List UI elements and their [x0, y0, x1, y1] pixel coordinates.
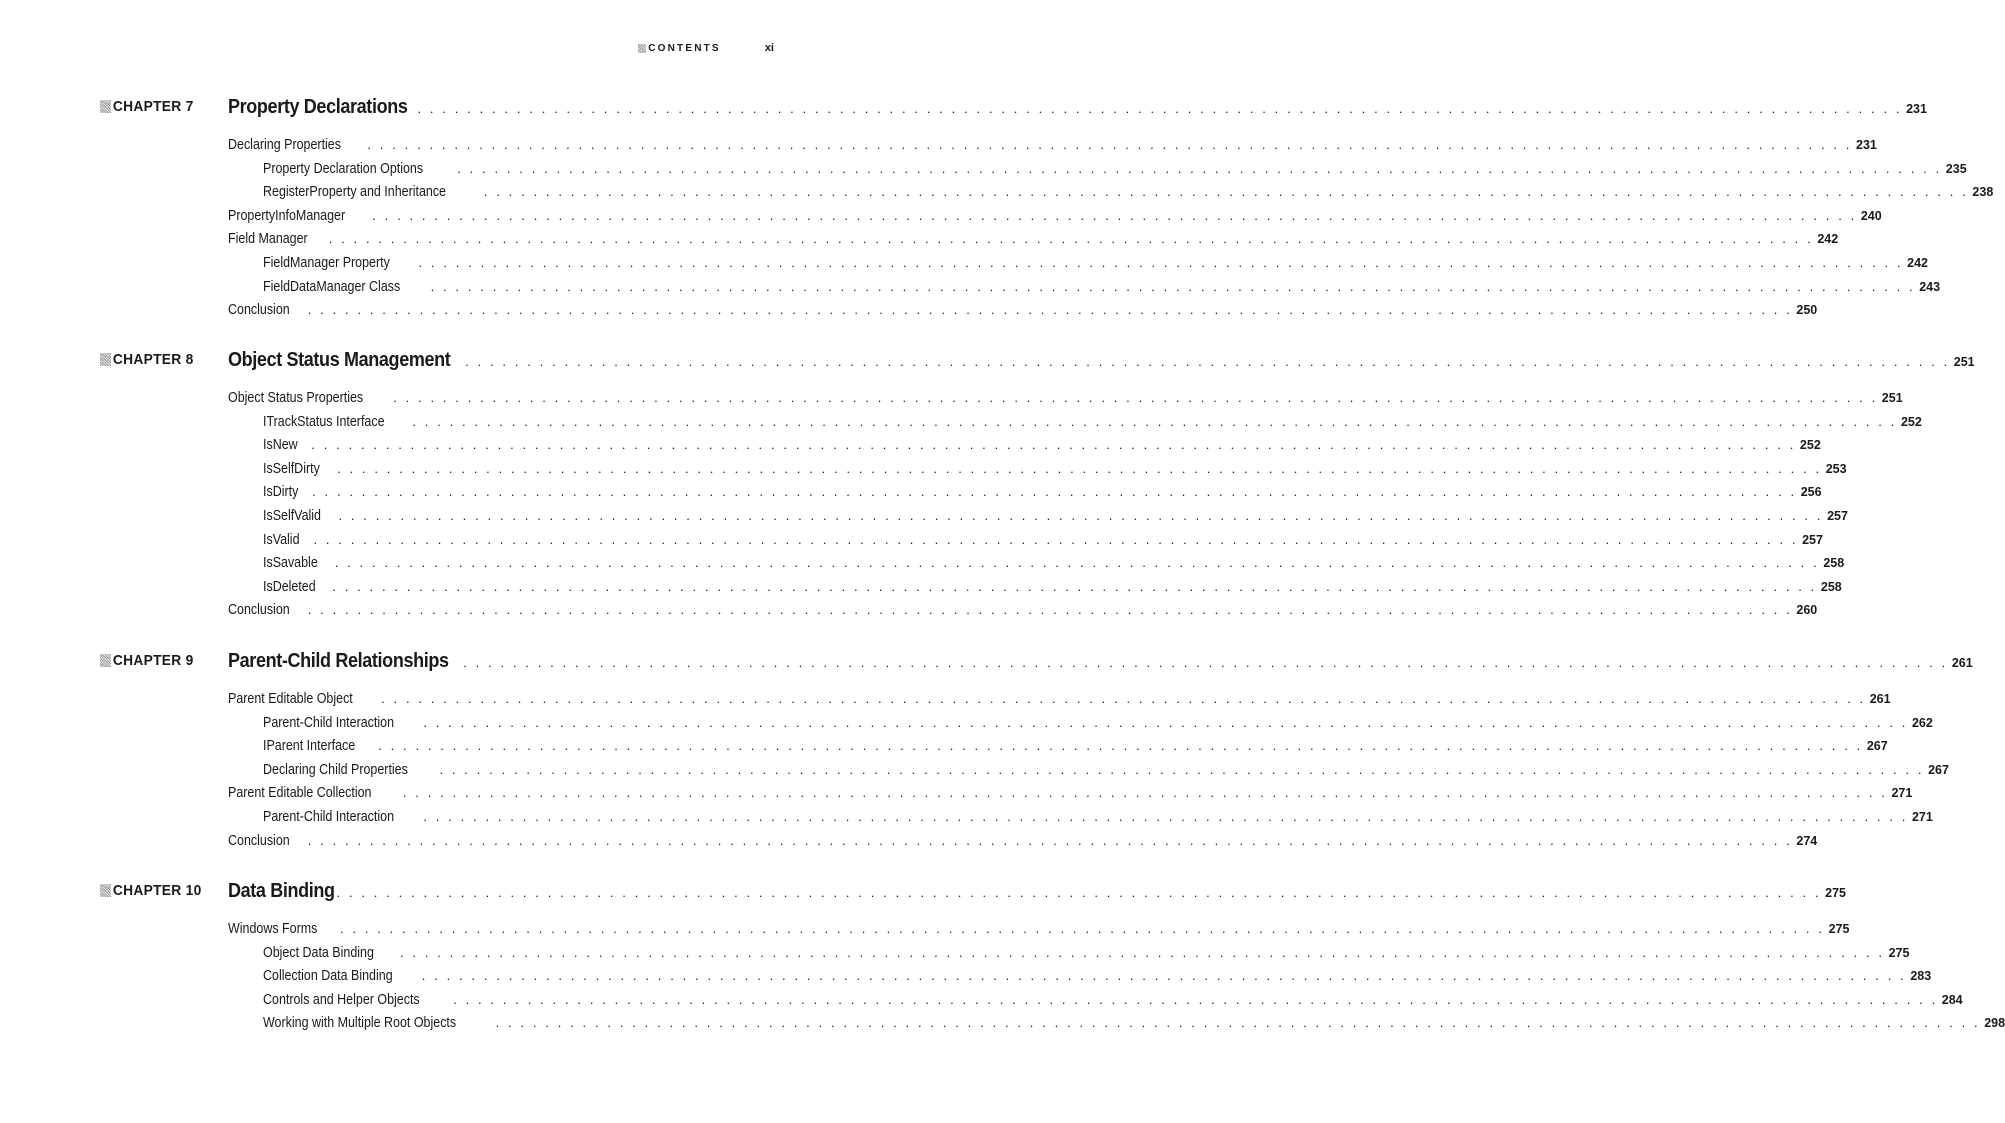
entry-page-number: 258 — [1823, 556, 1845, 571]
chapter-label-text: CHAPTER 9 — [112, 652, 194, 669]
chapter-entries — [228, 137, 1994, 326]
chapter-label-text: CHAPTER 10 — [112, 882, 202, 899]
dot-leader: . . . . . . . . . . . . . . . . . . . . . . . . . . . . . . . . . . . . . . . . . . . . . . . . . . . . . . . . . . . . . . . . . . . . . . . . . . . . . . . . . . . . . . . . . . . . . . . . . . . . . . . . . . . . . . . . . . . . . . . . — [338, 507, 1824, 523]
dot-leader: . . . . . . . . . . . . . . . . . . . . . . . . . . . . . . . . . . . . . . . . . . . . . . . . . . . . . . . . . . . . . . . . . . . . . . . . . . . . . . . . . . . . . . . . . . . . . . . . . . . . . . . . . . . . . . . . . . . . . . . . — [332, 578, 1817, 594]
chapter-page-number: 231 — [1906, 102, 1927, 116]
toc-section-entry[interactable] — [228, 302, 1818, 326]
dot-leader: . . . . . . . . . . . . . . . . . . . . . . . . . . . . . . . . . . . . . . . . . . . . . . . . . . . . . . . . . . . . . . . . . . . . . . . . . . . . . . . . . . . . . . . . . . . . . . . . . . . . . . . . . . . . . . . . . . . . . . . . — [312, 484, 1797, 500]
dot-leader: . . . . . . . . . . . . . . . . . . . . . . . . . . . . . . . . . . . . . . . . . . . . . . . . . . . . . . . . . . . . . . . . . . . . . . . . . . . . . . . . . . . . . . . . . . . . . . . . . . . . . . . . . . . . . . . . . . . . . . . . — [463, 655, 1948, 670]
toc-section-entry[interactable] — [228, 207, 1882, 232]
dot-leader: . . . . . . . . . . . . . . . . . . . . . . . . . . . . . . . . . . . . . . . . . . . . . . . . . . . . . . . . . . . . . . . . . . . . . . . . . . . . . . . . . . . . . . . . . . . . . . . . . . . . . . . . . . . . . . . . . . . . . . . . — [313, 531, 1799, 547]
square-ornament-icon — [100, 654, 111, 667]
entry-title: IsDeleted — [263, 578, 316, 595]
chapter-section — [100, 650, 1973, 856]
entry-page-number: 275 — [1828, 922, 1850, 936]
chapter-entries — [228, 390, 1922, 626]
entry-title: IsSelfValid — [263, 507, 321, 524]
toc-subsection-entry[interactable] — [228, 484, 1822, 508]
entry-title: RegisterProperty and Inheritance — [263, 184, 447, 201]
chapter-title-line — [228, 96, 1927, 119]
entry-page-number: 250 — [1796, 303, 1818, 318]
entry-page-number: 260 — [1796, 603, 1818, 618]
chapter-heading[interactable] — [100, 880, 1847, 906]
entry-title: Property Declaration Options — [263, 160, 424, 177]
square-ornament-icon — [638, 44, 646, 53]
dot-leader: . . . . . . . . . . . . . . . . . . . . . . . . . . . . . . . . . . . . . . . . . . . . . . . . . . . . . . . . . . . . . . . . . . . . . . . . . . . . . . . . . . . . . . . . . . . . . . . . . . . . . . . . . . . . . . . . . . . . . . . . — [311, 437, 1796, 453]
entry-title: Object Data Binding — [263, 944, 374, 961]
toc-subsection-entry[interactable] — [228, 808, 1933, 833]
chapter-label — [100, 351, 218, 368]
entry-page-number: 298 — [1984, 1016, 2005, 1031]
toc-subsection-entry[interactable] — [228, 278, 1941, 303]
dot-leader: . . . . . . . . . . . . . . . . . . . . . . . . . . . . . . . . . . . . . . . . . . . . . . . . . . . . . . . . . . . . . . . . . . . . . . . . . . . . . . . . . . . . . . . . . . . . . . . . . . . . . . . . . . . . . . . . . . . . . . . . — [393, 390, 1878, 405]
dot-leader: . . . . . . . . . . . . . . . . . . . . . . . . . . . . . . . . . . . . . . . . . . . . . . . . . . . . . . . . . . . . . . . . . . . . . . . . . . . . . . . . . . . . . . . . . . . . . . . . . . . . . . . . . . . . . . . . . . . . . . . . — [417, 101, 1903, 116]
toc-subsection-entry[interactable] — [228, 184, 1994, 208]
entry-page-number: 231 — [1856, 138, 1877, 152]
toc-subsection-entry[interactable] — [228, 944, 1910, 969]
entry-page-number: 253 — [1825, 461, 1847, 476]
entry-page-number: 284 — [1941, 992, 1963, 1007]
entry-page-number: 267 — [1928, 762, 1949, 777]
chapter-heading[interactable] — [100, 349, 1975, 375]
dot-leader: . . . . . . . . . . . . . . . . . . . . . . . . . . . . . . . . . . . . . . . . . . . . . . . . . . . . . . . . . . . . . . . . . . . . . . . . . . . . . . . . . . . . . . . . . . . . . . . . . . . . . . . . . . . . . . . . . . . . . . . . — [307, 302, 1793, 318]
entry-title: IsSelfDirty — [263, 460, 320, 477]
entry-page-number: 242 — [1817, 232, 1839, 247]
toc-subsection-entry[interactable] — [228, 968, 1932, 992]
dot-leader: . . . . . . . . . . . . . . . . . . . . . . . . . . . . . . . . . . . . . . . . . . . . . . . . . . . . . . . . . . . . . . . . . . . . . . . . . . . . . . . . . . . . . . . . . . . . . . . . . . . . . . . . . . . . . . . . . . . . . . . . — [336, 885, 1822, 900]
running-head — [638, 42, 774, 54]
entry-title: IsDirty — [263, 484, 299, 501]
entry-page-number: 275 — [1888, 945, 1910, 960]
entry-page-number: 258 — [1820, 579, 1842, 594]
chapter-label — [100, 98, 218, 115]
entry-page-number: 271 — [1891, 786, 1913, 801]
entry-title: Declaring Child Properties — [263, 761, 408, 778]
chapter-entries — [228, 921, 2005, 1039]
entry-page-number: 271 — [1911, 809, 1933, 824]
dot-leader: . . . . . . . . . . . . . . . . . . . . . . . . . . . . . . . . . . . . . . . . . . . . . . . . . . . . . . . . . . . . . . . . . . . . . . . . . . . . . . . . . . . . . . . . . . . . . . . . . . . . . . . . . . . . . . . . . . . . . . . . — [339, 921, 1825, 936]
chapter-section — [100, 349, 1975, 626]
entry-page-number: 262 — [1911, 715, 1933, 730]
square-ornament-icon — [100, 100, 111, 113]
entry-title: Parent Editable Collection — [228, 785, 372, 802]
dot-leader: . . . . . . . . . . . . . . . . . . . . . . . . . . . . . . . . . . . . . . . . . . . . . . . . . . . . . . . . . . . . . . . . . . . . . . . . . . . . . . . . . . . . . . . . . . . . . . . . . . . . . . . . . . . . . . . . . . . . . . . . — [457, 160, 1942, 176]
entry-page-number: 257 — [1802, 532, 1823, 547]
entry-title: Windows Forms — [228, 921, 318, 937]
entry-page-number: 243 — [1919, 279, 1941, 294]
entry-title: Declaring Properties — [228, 137, 341, 153]
dot-leader: . . . . . . . . . . . . . . . . . . . . . . . . . . . . . . . . . . . . . . . . . . . . . . . . . . . . . . . . . . . . . . . . . . . . . . . . . . . . . . . . . . . . . . . . . . . . . . . . . . . . . . . . . . . . . . . . . . . . . . . . — [307, 602, 1793, 618]
dot-leader: . . . . . . . . . . . . . . . . . . . . . . . . . . . . . . . . . . . . . . . . . . . . . . . . . . . . . . . . . . . . . . . . . . . . . . . . . . . . . . . . . . . . . . . . . . . . . . . . . . . . . . . . . . . . . . . . . . . . . . . . — [412, 413, 1897, 429]
entry-page-number: 267 — [1866, 739, 1888, 754]
toc-subsection-entry[interactable] — [228, 761, 1949, 786]
entry-title: Parent-Child Interaction — [263, 714, 395, 731]
dot-leader: . . . . . . . . . . . . . . . . . . . . . . . . . . . . . . . . . . . . . . . . . . . . . . . . . . . . . . . . . . . . . . . . . . . . . . . . . . . . . . . . . . . . . . . . . . . . . . . . . . . . . . . . . . . . . . . . . . . . . . . . — [430, 278, 1916, 294]
chapter-title: Property Declarations — [228, 96, 408, 118]
dot-leader: . . . . . . . . . . . . . . . . . . . . . . . . . . . . . . . . . . . . . . . . . . . . . . . . . . . . . . . . . . . . . . . . . . . . . . . . . . . . . . . . . . . . . . . . . . . . . . . . . . . . . . . . . . . . . . . . . . . . . . . . — [453, 991, 1938, 1007]
entry-page-number: 251 — [1881, 391, 1903, 405]
entry-page-number: 256 — [1800, 485, 1822, 500]
chapter-title-line — [228, 880, 1846, 903]
toc-section-entry[interactable] — [228, 832, 1818, 857]
chapter-label-text: CHAPTER 7 — [112, 98, 194, 115]
entry-title: FieldManager Property — [263, 254, 390, 271]
entry-title: Conclusion — [228, 302, 290, 319]
toc-section-entry[interactable] — [228, 785, 1913, 809]
dot-leader: . . . . . . . . . . . . . . . . . . . . . . . . . . . . . . . . . . . . . . . . . . . . . . . . . . . . . . . . . . . . . . . . . . . . . . . . . . . . . . . . . . . . . . . . . . . . . . . . . . . . . . . . . . . . . . . . . . . . . . . . — [483, 184, 1969, 200]
toc-subsection-entry[interactable] — [228, 254, 1928, 279]
dot-leader: . . . . . . . . . . . . . . . . . . . . . . . . . . . . . . . . . . . . . . . . . . . . . . . . . . . . . . . . . . . . . . . . . . . . . . . . . . . . . . . . . . . . . . . . . . . . . . . . . . . . . . . . . . . . . . . . . . . . . . . . — [381, 691, 1866, 706]
chapter-section — [100, 880, 2005, 1039]
entry-page-number: 274 — [1796, 833, 1818, 848]
entry-title: Conclusion — [228, 832, 290, 849]
chapter-heading[interactable] — [100, 650, 1973, 676]
entry-page-number: 235 — [1945, 161, 1967, 176]
toc-subsection-entry[interactable] — [228, 555, 1845, 579]
entry-title: IParent Interface — [263, 738, 356, 755]
toc-subsection-entry[interactable] — [228, 1015, 2005, 1039]
entry-title: Parent Editable Object — [228, 691, 353, 707]
entry-page-number: 261 — [1869, 692, 1891, 706]
dot-leader: . . . . . . . . . . . . . . . . . . . . . . . . . . . . . . . . . . . . . . . . . . . . . . . . . . . . . . . . . . . . . . . . . . . . . . . . . . . . . . . . . . . . . . . . . . . . . . . . . . . . . . . . . . . . . . . . . . . . . . . . — [421, 968, 1907, 984]
chapter-label-text: CHAPTER 8 — [112, 351, 194, 368]
toc-subsection-entry[interactable] — [228, 738, 1888, 762]
running-head-section-text: CONTENTS — [648, 42, 721, 54]
chapter-title-line — [228, 349, 1975, 372]
chapter-section — [100, 96, 1994, 326]
chapter-heading[interactable] — [100, 96, 1927, 122]
chapter-page-number: 275 — [1825, 886, 1847, 900]
dot-leader: . . . . . . . . . . . . . . . . . . . . . . . . . . . . . . . . . . . . . . . . . . . . . . . . . . . . . . . . . . . . . . . . . . . . . . . . . . . . . . . . . . . . . . . . . . . . . . . . . . . . . . . . . . . . . . . . . . . . . . . . — [337, 460, 1822, 476]
dot-leader: . . . . . . . . . . . . . . . . . . . . . . . . . . . . . . . . . . . . . . . . . . . . . . . . . . . . . . . . . . . . . . . . . . . . . . . . . . . . . . . . . . . . . . . . . . . . . . . . . . . . . . . . . . . . . . . . . . . . . . . . — [372, 207, 1857, 223]
toc-section-entry[interactable] — [228, 921, 1850, 945]
entry-title: PropertyInfoManager — [228, 207, 346, 224]
toc-subsection-entry[interactable] — [228, 413, 1922, 438]
entry-title: IsNew — [263, 437, 298, 454]
dot-leader: . . . . . . . . . . . . . . . . . . . . . . . . . . . . . . . . . . . . . . . . . . . . . . . . . . . . . . . . . . . . . . . . . . . . . . . . . . . . . . . . . . . . . . . . . . . . . . . . . . . . . . . . . . . . . . . . . . . . . . . . — [439, 761, 1925, 777]
toc-subsection-entry[interactable] — [228, 437, 1821, 461]
chapter-title: Object Status Management — [228, 349, 451, 371]
chapter-label — [100, 882, 218, 899]
toc-subsection-entry[interactable] — [228, 160, 1967, 185]
entry-page-number: 252 — [1799, 438, 1821, 453]
dot-leader: . . . . . . . . . . . . . . . . . . . . . . . . . . . . . . . . . . . . . . . . . . . . . . . . . . . . . . . . . . . . . . . . . . . . . . . . . . . . . . . . . . . . . . . . . . . . . . . . . . . . . . . . . . . . . . . . . . . . . . . . — [423, 808, 1908, 824]
toc-section-entry[interactable] — [228, 390, 1903, 414]
toc-section-entry[interactable] — [228, 602, 1818, 626]
chapter-label — [100, 652, 218, 669]
entry-page-number: 238 — [1972, 185, 1994, 200]
running-head-section — [638, 43, 721, 54]
toc-section-entry[interactable] — [228, 691, 1891, 715]
toc-section-entry[interactable] — [228, 231, 1839, 255]
entry-title: Collection Data Binding — [263, 968, 393, 985]
entry-title: Field Manager — [228, 231, 308, 248]
dot-leader: . . . . . . . . . . . . . . . . . . . . . . . . . . . . . . . . . . . . . . . . . . . . . . . . . . . . . . . . . . . . . . . . . . . . . . . . . . . . . . . . . . . . . . . . . . . . . . . . . . . . . . . . . . . . . . . . . . . . . . . . — [307, 832, 1793, 848]
dot-leader: . . . . . . . . . . . . . . . . . . . . . . . . . . . . . . . . . . . . . . . . . . . . . . . . . . . . . . . . . . . . . . . . . . . . . . . . . . . . . . . . . . . . . . . . . . . . . . . . . . . . . . . . . . . . . . . . . . . . . . . . — [402, 785, 1888, 801]
toc-section-entry[interactable] — [228, 137, 1877, 161]
dot-leader: . . . . . . . . . . . . . . . . . . . . . . . . . . . . . . . . . . . . . . . . . . . . . . . . . . . . . . . . . . . . . . . . . . . . . . . . . . . . . . . . . . . . . . . . . . . . . . . . . . . . . . . . . . . . . . . . . . . . . . . . — [328, 231, 1814, 247]
chapter-entries — [228, 691, 1949, 856]
entry-title: Working with Multiple Root Objects — [263, 1015, 457, 1032]
entry-page-number: 242 — [1907, 255, 1928, 270]
chapter-page-number: 261 — [1951, 656, 1973, 670]
chapter-page-number: 251 — [1953, 355, 1975, 369]
entry-title: IsValid — [263, 531, 300, 548]
entry-page-number: 283 — [1910, 969, 1932, 984]
running-head-page-number: xi — [764, 42, 774, 54]
dot-leader: . . . . . . . . . . . . . . . . . . . . . . . . . . . . . . . . . . . . . . . . . . . . . . . . . . . . . . . . . . . . . . . . . . . . . . . . . . . . . . . . . . . . . . . . . . . . . . . . . . . . . . . . . . . . . . . . . . . . . . . . — [423, 714, 1908, 730]
dot-leader: . . . . . . . . . . . . . . . . . . . . . . . . . . . . . . . . . . . . . . . . . . . . . . . . . . . . . . . . . . . . . . . . . . . . . . . . . . . . . . . . . . . . . . . . . . . . . . . . . . . . . . . . . . . . . . . . . . . . . . . . — [495, 1015, 1981, 1031]
entry-title: Conclusion — [228, 602, 290, 619]
entry-title: FieldDataManager Class — [263, 278, 401, 295]
dot-leader: . . . . . . . . . . . . . . . . . . . . . . . . . . . . . . . . . . . . . . . . . . . . . . . . . . . . . . . . . . . . . . . . . . . . . . . . . . . . . . . . . . . . . . . . . . . . . . . . . . . . . . . . . . . . . . . . . . . . . . . . — [367, 137, 1852, 152]
dot-leader: . . . . . . . . . . . . . . . . . . . . . . . . . . . . . . . . . . . . . . . . . . . . . . . . . . . . . . . . . . . . . . . . . . . . . . . . . . . . . . . . . . . . . . . . . . . . . . . . . . . . . . . . . . . . . . . . . . . . . . . . — [418, 254, 1904, 270]
dot-leader: . . . . . . . . . . . . . . . . . . . . . . . . . . . . . . . . . . . . . . . . . . . . . . . . . . . . . . . . . . . . . . . . . . . . . . . . . . . . . . . . . . . . . . . . . . . . . . . . . . . . . . . . . . . . . . . . . . . . . . . . — [378, 738, 1863, 754]
dot-leader: . . . . . . . . . . . . . . . . . . . . . . . . . . . . . . . . . . . . . . . . . . . . . . . . . . . . . . . . . . . . . . . . . . . . . . . . . . . . . . . . . . . . . . . . . . . . . . . . . . . . . . . . . . . . . . . . . . . . . . . . — [399, 944, 1885, 960]
toc-subsection-entry[interactable] — [228, 507, 1848, 532]
dot-leader: . . . . . . . . . . . . . . . . . . . . . . . . . . . . . . . . . . . . . . . . . . . . . . . . . . . . . . . . . . . . . . . . . . . . . . . . . . . . . . . . . . . . . . . . . . . . . . . . . . . . . . . . . . . . . . . . . . . . . . . . — [465, 354, 1950, 369]
entry-page-number: 240 — [1860, 208, 1882, 223]
square-ornament-icon — [100, 353, 111, 366]
chapter-title-line — [228, 650, 1973, 673]
toc-subsection-entry[interactable] — [228, 531, 1823, 556]
entry-page-number: 252 — [1900, 414, 1922, 429]
toc-subsection-entry[interactable] — [228, 578, 1842, 603]
entry-title: Controls and Helper Objects — [263, 991, 420, 1008]
entry-title: IsSavable — [263, 555, 318, 572]
toc-subsection-entry[interactable] — [228, 991, 1963, 1016]
entry-title: Object Status Properties — [228, 390, 364, 406]
entry-title: ITrackStatus Interface — [263, 413, 385, 430]
chapter-title: Data Binding — [228, 880, 335, 902]
entry-title: Parent-Child Interaction — [263, 808, 395, 825]
toc-subsection-entry[interactable] — [228, 460, 1847, 485]
dot-leader: . . . . . . . . . . . . . . . . . . . . . . . . . . . . . . . . . . . . . . . . . . . . . . . . . . . . . . . . . . . . . . . . . . . . . . . . . . . . . . . . . . . . . . . . . . . . . . . . . . . . . . . . . . . . . . . . . . . . . . . . — [334, 555, 1820, 571]
toc-subsection-entry[interactable] — [228, 714, 1933, 739]
square-ornament-icon — [100, 884, 111, 897]
chapter-title: Parent-Child Relationships — [228, 650, 449, 672]
entry-page-number: 257 — [1827, 508, 1848, 523]
